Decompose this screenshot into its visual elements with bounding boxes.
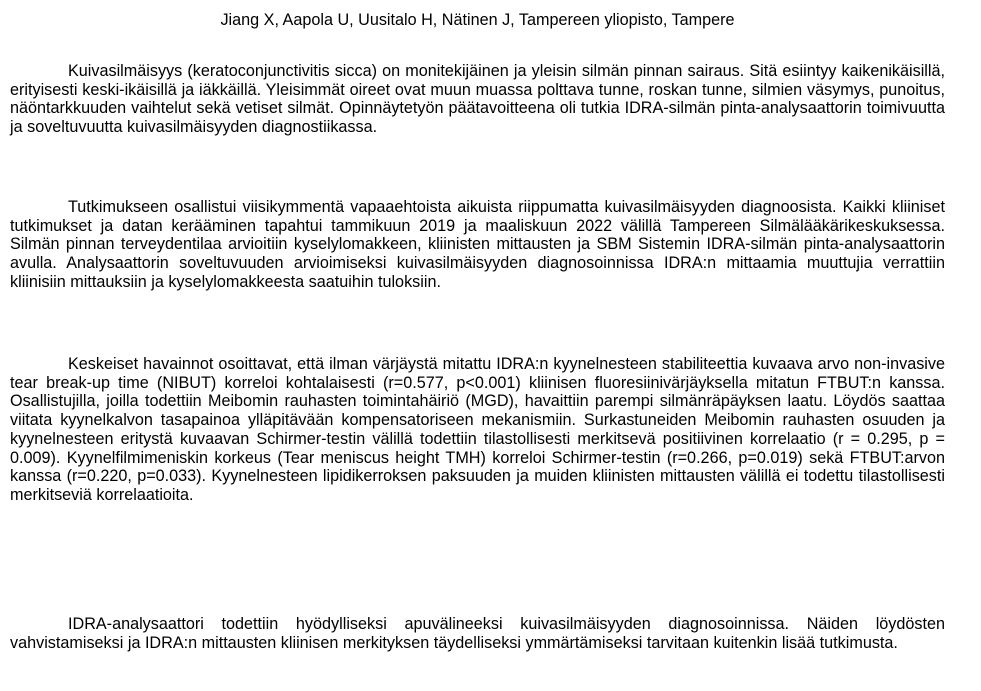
paragraph-introduction: Kuivasilmäisyys (keratoconjunctivitis sicca) on monitekijäinen ja yleisin silmän pinnan sairaus. Sitä esiintyy kaikenikäisillä, erityisesti keski-ikäisillä ja iäkkäillä. Yleisimmät oireet ovat muun muassa polttava tunne, roskan tunne, silmien väsymys, punoitus, näöntarkkuuden vaihtelut sekä vetiset silmät. Opinnäytetyön päätavoitteena oli tutkia IDRA-silmän pinta-analysaattorin toimivuutta ja soveltuvuutta kuivasilmäisyyden diagnostiikassa. xyxy=(10,62,945,137)
paragraph-methods: Tutkimukseen osallistui viisikymmentä vapaaehtoista aikuista riippumatta kuivasilmäisyyden diagnoosista. Kaikki kliiniset tutkimukset ja datan kerääminen tapahtui tammikuun 2019 ja maaliskuun 2022 välillä Tampereen Silmälääkärikeskuksessa. Silmän pinnan terveydentilaa arvioitiin kyselylomakkeen, kliinisten mittausten ja SBM Sistemin IDRA-silmän pinta-analysaattorin avulla. Analysaattorin soveltuvuuden arvioimiseksi kuivasilmäisyyden diagnosoinnissa IDRA:n mittaamia muuttujia verrattiin kliinisiin mittauksiin ja kyselylomakkeesta saatuihin tuloksiin. xyxy=(10,198,945,291)
paragraph-conclusion: IDRA-analysaattori todettiin hyödylliseksi apuvälineeksi kuivasilmäisyyden diagnosoinnissa. Näiden löydösten vahvistamiseksi ja IDRA:n mittausten kliinisen merkityksen täydelliseksi ymmärtämiseksi tarvitaan kuitenkin lisää tutkimusta. xyxy=(10,615,945,652)
author-line: Jiang X, Aapola U, Uusitalo H, Nätinen J, Tampereen yliopisto, Tampere xyxy=(220,11,735,29)
paragraph-results: Keskeiset havainnot osoittavat, että ilman värjäystä mitattu IDRA:n kyynelnesteen stabiliteettia kuvaava arvo non-invasive tear break-up time (NIBUT) korreloi kohtalaisesti (r=0.577, p<0.001) kliinisen fluoresiinivärjäyksella mitatun FTBUT:n kanssa. Osallistujilla, joilla todettiin Meibomin rauhasten toimintahäiriö (MGD), havaittiin parempi silmänräpäyksen laatu. Löydös saattaa viitata kyynelkalvon tasapainoa ylläpitävään kompensatoriseen mekanismiin. Surkastuneiden Meibomin rauhasten osuuden ja kyynelnesteen eritystä kuvaavan Schirmer-testin välillä todettiin tilastollisesti merkitsevä positiivinen korrelaatio (r = 0.295, p = 0.009). Kyynelfilmimeniskin korkeus (Tear meniscus height TMH) korreloi Schirmer-testin (r=0.266, p=0.019) sekä FTBUT:arvon kanssa (r=0.220, p=0.033). Kyynelnesteen lipidikerroksen paksuuden ja muiden kliinisten mittausten välillä ei todettu tilastollisesti merkitseviä korrelaatioita. xyxy=(10,355,945,504)
